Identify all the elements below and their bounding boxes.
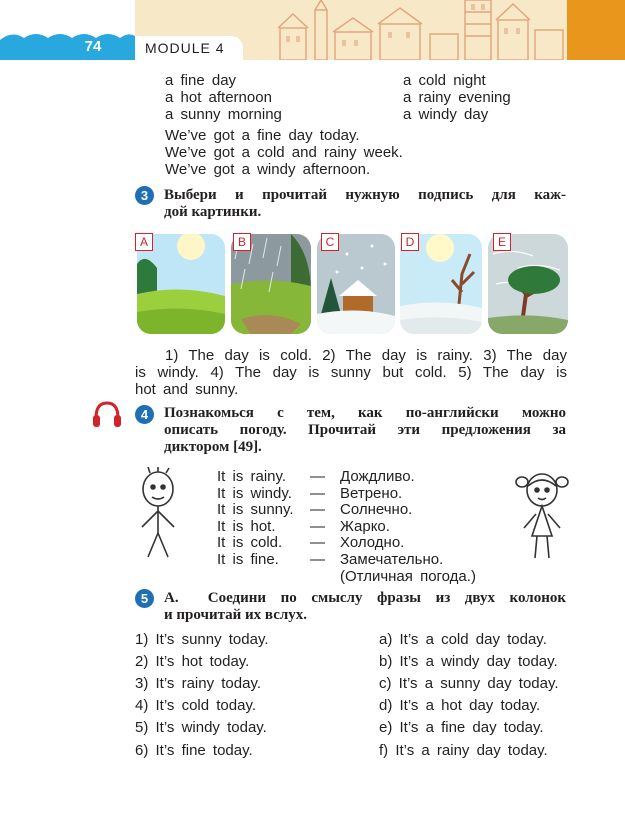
picture-label: B bbox=[233, 233, 251, 251]
dash: — bbox=[310, 518, 325, 535]
task-number-badge: 5 bbox=[135, 589, 154, 608]
example-sentence: We’ve got a cold and rainy week. bbox=[165, 144, 403, 161]
match-left-item: 6) It’s fine today. bbox=[135, 742, 253, 759]
phrase-left: a sunny morning bbox=[165, 106, 282, 123]
example-sentence: We’ve got a fine day today. bbox=[165, 127, 360, 144]
weather-phrase-ru: Дождливо. bbox=[340, 468, 415, 485]
phrase-right: a windy day bbox=[403, 106, 489, 123]
caption-line: hot and sunny. bbox=[135, 381, 239, 398]
picture-label: C bbox=[321, 233, 339, 251]
instruction-text: Соедини по смыслу фразы из двух колонок bbox=[207, 590, 566, 606]
match-right-item: a) It’s a cold day today. bbox=[379, 631, 547, 648]
weather-phrase-en: It is windy. bbox=[217, 485, 292, 502]
match-right-item: b) It’s a windy day today. bbox=[379, 653, 558, 670]
module-title: MODULE 4 bbox=[145, 40, 225, 56]
instruction-line: описать погоду. Прочитай эти предложения за bbox=[164, 422, 566, 438]
phrase-right: a rainy evening bbox=[403, 89, 511, 106]
instruction-line: Познакомься с тем, как по-английски можно bbox=[164, 405, 566, 421]
city-skyline-illustration bbox=[260, 0, 567, 60]
dash: — bbox=[310, 485, 325, 502]
weather-phrase-en: It is cold. bbox=[217, 534, 283, 551]
match-left-item: 5) It’s windy today. bbox=[135, 719, 267, 736]
header-waves bbox=[0, 0, 135, 60]
example-sentence: We’ve got a windy afternoon. bbox=[165, 161, 371, 178]
instruction-line: диктором [49]. bbox=[164, 439, 262, 455]
task-number-badge: 3 bbox=[135, 186, 154, 205]
task4-instruction bbox=[164, 405, 566, 456]
page-number: 74 bbox=[84, 38, 102, 55]
dash: — bbox=[310, 501, 325, 518]
picture-label: D bbox=[401, 233, 419, 251]
weather-phrase-en: It is fine. bbox=[217, 551, 279, 568]
match-right-item: f) It’s a rainy day today. bbox=[379, 742, 548, 759]
weather-phrase-en: It is sunny. bbox=[217, 501, 294, 518]
headphones-icon bbox=[92, 400, 122, 428]
task3-captions bbox=[135, 347, 567, 398]
caption-line: 1) The day is cold. 2) The day is rainy. 3) The day bbox=[165, 347, 567, 364]
weather-phrase-ru-extra: (Отличная погода.) bbox=[340, 568, 476, 585]
picture-label: E bbox=[493, 233, 511, 251]
weather-phrase-en: It is rainy. bbox=[217, 468, 287, 485]
weather-phrase-ru: Солнечно. bbox=[340, 501, 413, 518]
picture-label: A bbox=[135, 233, 153, 251]
boy-figure-illustration bbox=[134, 467, 182, 559]
girl-figure-illustration bbox=[514, 470, 570, 560]
task3-instruction bbox=[164, 187, 566, 221]
header-corner bbox=[567, 0, 625, 60]
dash: — bbox=[310, 468, 325, 485]
instruction-line: Выбери и прочитай нужную подпись для каж- bbox=[164, 187, 566, 203]
instruction-line bbox=[164, 590, 566, 607]
weather-phrase-ru: Холодно. bbox=[340, 534, 405, 551]
task5-instruction bbox=[164, 590, 566, 624]
task-number-badge: 4 bbox=[135, 405, 154, 424]
weather-phrase-en: It is hot. bbox=[217, 518, 276, 535]
task-part-label: А. bbox=[164, 590, 179, 606]
match-left-item: 2) It’s hot today. bbox=[135, 653, 250, 670]
weather-phrase-ru: Жарко. bbox=[340, 518, 390, 535]
dash: — bbox=[310, 551, 325, 568]
phrase-left: a hot afternoon bbox=[165, 89, 272, 106]
phrase-right: a cold night bbox=[403, 72, 486, 89]
match-left-item: 1) It’s sunny today. bbox=[135, 631, 269, 648]
caption-line: is windy. 4) The day is sunny but cold. 5) The day is bbox=[135, 364, 567, 381]
instruction-line: и прочитай их вслух. bbox=[164, 607, 308, 623]
dash: — bbox=[310, 534, 325, 551]
match-right-item: c) It’s a sunny day today. bbox=[379, 675, 559, 692]
instruction-line: дой картинки. bbox=[164, 204, 262, 220]
weather-phrase-ru: Ветрено. bbox=[340, 485, 403, 502]
match-right-item: d) It’s a hot day today. bbox=[379, 697, 541, 714]
match-right-item: e) It’s a fine day today. bbox=[379, 719, 544, 736]
phrase-left: a fine day bbox=[165, 72, 237, 89]
match-left-item: 3) It’s rainy today. bbox=[135, 675, 261, 692]
match-left-item: 4) It’s cold today. bbox=[135, 697, 257, 714]
weather-phrase-ru: Замечательно. bbox=[340, 551, 444, 568]
